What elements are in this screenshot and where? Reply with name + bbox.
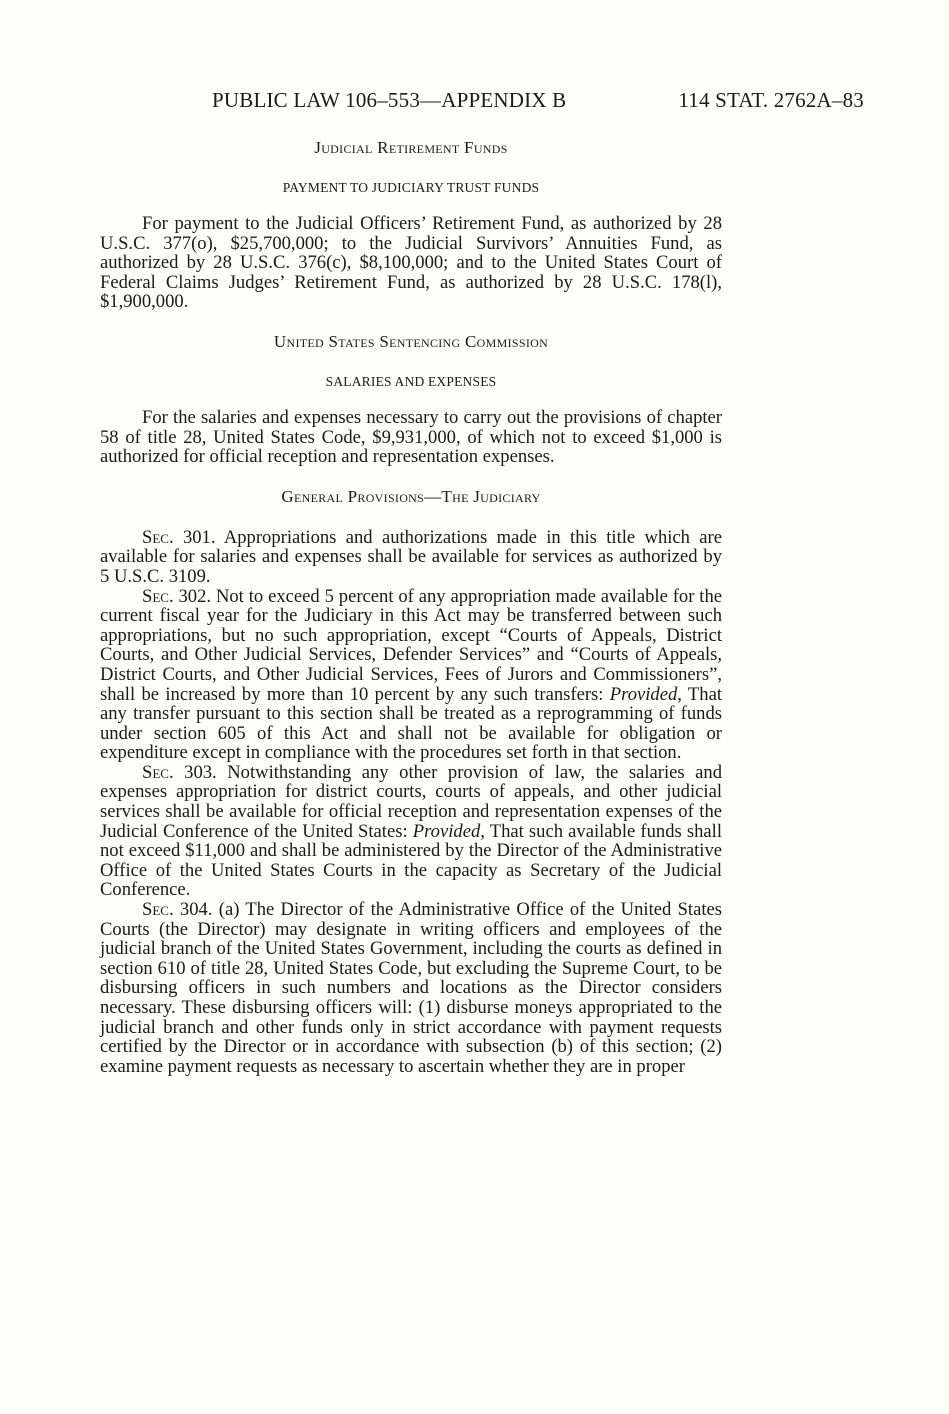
paragraph-retirement-funds: For payment to the Judicial Officers’ Retirement Fund, as authorized by 28 U.S.C. 377(o), $25,700,000; to the Judicial Survivors’ Annuities Fund, as authorized by 28 U.S.C. 376(c), $8,100,000; and to the United States Court of Federal Claims Judges’ Retirement Fund, as authorized by 28 U.S.C. 178(l), $1,900,000. bbox=[100, 213, 722, 313]
section-302-text-a: Not to exceed 5 percent of any appropriation made available for the current fiscal year for the Judiciary in this Act may be transferred between such appropriations, but no such appropriation, except “Courts of Appeals, District Courts, and Other Judicial Services, Defender Services” and “Courts of Appeals, District Courts, and Other Judicial Services, Fees of Jurors and Commissioners”, shall be increased by more than 10 percent by any such transfers: bbox=[100, 585, 723, 705]
section-302 bbox=[100, 587, 722, 763]
document-body bbox=[100, 137, 722, 1076]
heading-judicial-retirement-funds: Judicial Retirement Funds bbox=[314, 138, 508, 157]
section-304 bbox=[100, 900, 722, 1076]
section-303-text-b: That such available funds shall not exceed $11,000 and shall be administered by the Director of the Administrative Office of the United States Courts in the capacity as Secretary of the Judicial Conference. bbox=[100, 820, 722, 901]
section-302-proviso: Provided, bbox=[609, 683, 682, 705]
section-302-label: Sec. 302. bbox=[142, 585, 212, 607]
section-303-label: Sec. 303. bbox=[142, 761, 217, 783]
section-304-text: (a) The Director of the Administrative Office of the United States Courts (the Director) may designate in writing officers and employees of the judicial branch of the United States Government, including the courts as defined in section 610 of title 28, United States Code, but excluding the Supreme Court, to be disbursing officers in such numbers and locations as the Director considers necessary. These disbursing officers will: (1) disburse moneys appropriated to the judicial branch and other funds only in strict accordance with payment requests certified by the Director or in accordance with subsection (b) of this section; (2) examine payment requests as necessary to ascertain whether they are in proper bbox=[100, 899, 722, 1077]
section-301-text: Appropriations and authorizations made in this title which are available for salaries and expenses shall be available for services as authorized by 5 U.S.C. 3109. bbox=[100, 526, 723, 587]
section-302-text-b: That any transfer pursuant to this section shall be treated as a reprogramming of funds under section 605 of this Act and shall not be available for obligation or expenditure except in compliance with the procedures set forth in that section. bbox=[100, 683, 723, 764]
running-header bbox=[212, 88, 864, 118]
section-303 bbox=[100, 763, 722, 900]
section-303-text-a: Notwithstanding any other provision of law, the salaries and expenses appropriation for district courts, courts of appeals, and other judicial services shall be available for official reception and representation expenses of the Judicial Conference of the United States: bbox=[100, 761, 722, 842]
section-301-label: Sec. 301. bbox=[142, 526, 216, 548]
paragraph-sentencing-commission: For the salaries and expenses necessary to carry out the provisions of chapter 58 of title 28, United States Code, $9,931,000, of which not to exceed $1,000 is authorized for official reception and representation expenses. bbox=[100, 406, 722, 468]
header-stat-page: 114 STAT. 2762A–83 bbox=[678, 88, 864, 112]
heading-general-provisions: General Provisions—The Judiciary bbox=[281, 486, 541, 506]
section-301 bbox=[100, 528, 722, 587]
heading-sentencing-commission: United States Sentencing Commission bbox=[273, 331, 549, 351]
section-304-label: Sec. 304. bbox=[142, 899, 213, 921]
section-303-proviso: Provided, bbox=[412, 820, 485, 842]
subheading-salaries-and-expenses: SALARIES AND EXPENSES bbox=[325, 373, 497, 389]
subheading-payment-to-trust-funds: PAYMENT TO JUDICIARY TRUST FUNDS bbox=[282, 180, 540, 195]
header-citation: PUBLIC LAW 106–553—APPENDIX B bbox=[212, 88, 567, 112]
